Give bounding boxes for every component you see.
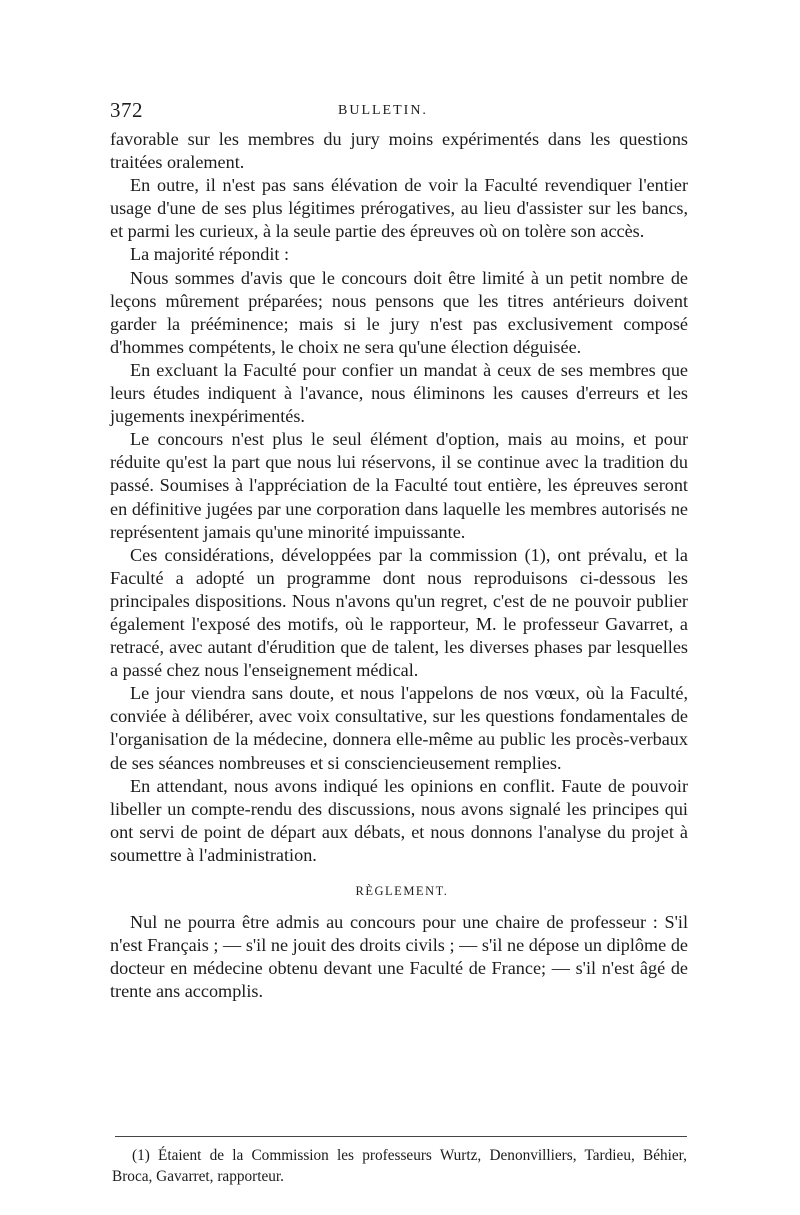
paragraph: Nous sommes d'avis que le concours doit être limité à un petit nombre de leçons mûrement préparées; nous pensons que les titres antérieurs doivent garder la prééminence; mais si le jury n'est pas exclusivement composé d'hommes compétents, le choix ne sera qu'une élection déguisée.	[110, 267, 688, 357]
paragraph: Ces considérations, développées par la commission (1), ont prévalu, et la Faculté a adopté un programme dont nous reproduisons ci-dessous les principales dispositions. Nous n'avons qu'un regret, c'est de ne pouvoir publier également l'exposé des motifs, où le rapporteur, M. le professeur Gavarret, a retracé, avec autant d'érudition que de talent, les diverses phases par lesquelles a passé chez nous l'enseignement médical.	[110, 544, 688, 681]
footnote: (1) Étaient de la Commission les professeurs Wurtz, Denonvilliers, Tardieu, Béhier, Broca, Gavarret, rapporteur.	[112, 1147, 687, 1185]
paragraph: La majorité répondit :	[130, 244, 290, 265]
paragraph: Le jour viendra sans doute, et nous l'appelons de nos vœux, où la Faculté, conviée à délibérer, avec voix consultative, sur les questions fondamentales de l'organisation de la médecine, donnera elle-même au public les procès-verbaux de ses séances nombreuses et si consciencieusement remplies.	[110, 683, 688, 773]
regulation-paragraph: Nul ne pourra être admis au concours pour une chaire de professeur : S'il n'est Français ; — s'il ne jouit des droits civils ; — s'il ne dépose un diplôme de docteur en médecine obtenu devant une Faculté de France; — s'il n'est âgé de trente ans accomplis.	[110, 912, 688, 1002]
page-header	[110, 98, 686, 124]
paragraph: En outre, il n'est pas sans élévation de voir la Faculté revendiquer l'entier usage d'une de ses plus légitimes prérogatives, au lieu d'assister sur les bancs, et parmi les curieux, à la seule partie des épreuves où on tolère son accès.	[110, 175, 688, 242]
paragraph: En excluant la Faculté pour confier un mandat à ceux de ses membres que leurs études indiquent à l'avance, nous éliminons les causes d'erreurs et les jugements inexpérimentés.	[110, 359, 688, 427]
paragraph: Le concours n'est plus le seul élément d'option, mais au moins, et pour réduite qu'est la part que nous lui réservons, il se continue avec la tradition du passé. Soumises à l'appréciation de la Faculté tout entière, les épreuves seront en définitive jugées par une corporation dans laquelle les membres autorisés ne représentent jamais qu'une minorité impuissante.	[110, 429, 688, 542]
paragraph-continued: favorable sur les membres du jury moins expérimentés dans les questions traitées oralement.	[110, 129, 688, 173]
section-title: RÈGLEMENT.	[355, 884, 449, 898]
page-number: 372	[110, 98, 143, 122]
page-body	[110, 128, 688, 1003]
running-head: BULLETIN.	[338, 103, 428, 118]
paragraph: En attendant, nous avons indiqué les opinions en conflit. Faute de pouvoir libeller un compte-rendu des discussions, nous avons signalé les principes qui ont servi de point de départ aux débats, et nous donnons l'analyse du projet à soumettre à l'administration.	[110, 775, 688, 865]
footnote-divider	[115, 1136, 687, 1137]
